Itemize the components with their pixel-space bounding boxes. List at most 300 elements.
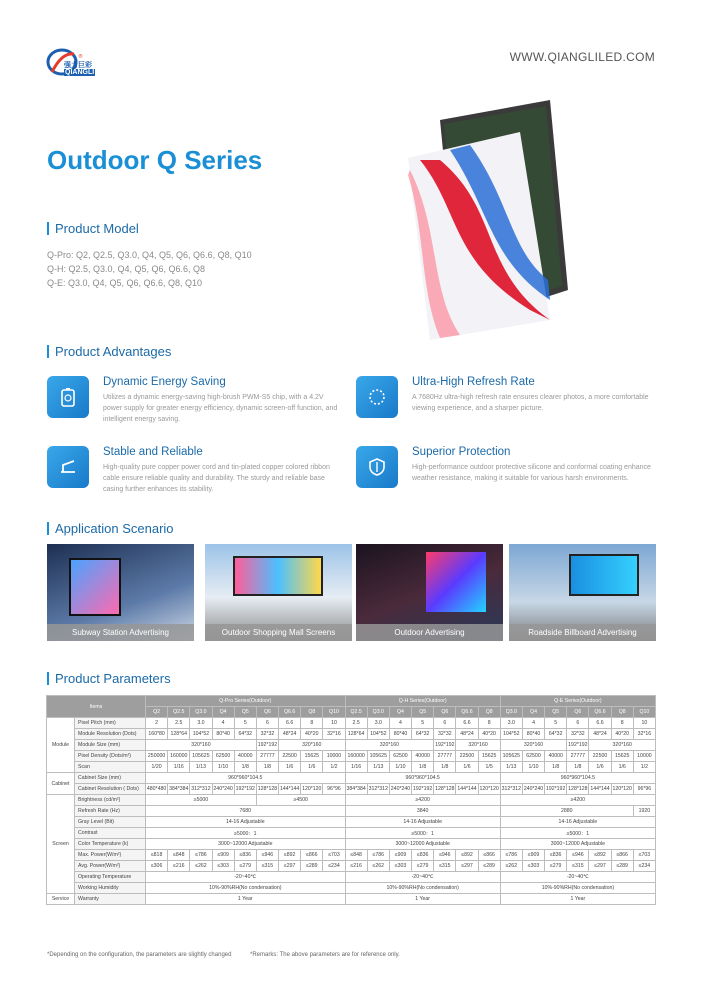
advantage-item [356, 446, 661, 488]
model-line-h: Q-H: Q2.5, Q3.0, Q4, Q5, Q6, Q6.6, Q8 [47, 264, 206, 274]
table-cell: 960*960*104.5 [146, 773, 346, 784]
table-cell: 8 [478, 718, 500, 729]
row-label: Brightness (cd/m²) [75, 795, 146, 806]
table-cell: ≤848 [345, 850, 367, 861]
table-cell: 1920 [633, 806, 655, 817]
table-cell: 64*32 [234, 729, 256, 740]
table-cell: 1/10 [522, 762, 544, 773]
table-cell: 8 [301, 718, 323, 729]
table-row [47, 784, 656, 795]
table-cell: 320*160 [345, 740, 434, 751]
led-panel-image [400, 100, 570, 340]
table-cell: 104*52 [500, 729, 522, 740]
table-cell: 960*960*104.5 [345, 773, 500, 784]
row-label: Refresh Rate (Hz) [75, 806, 146, 817]
model-header-cell: Q10 [633, 707, 655, 718]
table-cell: 192*192 [567, 740, 589, 751]
scenario-roadside [509, 544, 656, 641]
table-cell: 312*312 [190, 784, 212, 795]
series-header-h: Q-H Series(Outdoor) [345, 696, 500, 707]
table-cell: 6 [567, 718, 589, 729]
table-cell: ≤946 [256, 850, 278, 861]
logo-brand-text: QIANGLI [65, 69, 95, 76]
table-cell: 40*20 [301, 729, 323, 740]
table-row [47, 883, 656, 894]
table-cell: 10000 [323, 751, 345, 762]
table-row [47, 806, 656, 817]
table-cell: ≤315 [256, 861, 278, 872]
model-header-cell: Q5 [234, 707, 256, 718]
advantage-title: Stable and Reliable [103, 446, 203, 458]
table-cell: 2.5 [168, 718, 190, 729]
table-cell: ≤892 [589, 850, 611, 861]
table-cell: 7680 [146, 806, 346, 817]
advantage-desc: High-performance outdoor protective silicone and conformal coating enhance weather resistance, making it suitable for various harsh environments. [412, 464, 651, 482]
table-cell: ≤216 [345, 861, 367, 872]
table-cell: ≤303 [389, 861, 411, 872]
brand-logo [44, 44, 104, 80]
model-line-e: Q-E: Q3.0, Q4, Q5, Q6, Q6.6, Q8, Q10 [47, 278, 203, 288]
table-cell: 15625 [478, 751, 500, 762]
table-cell: ≤848 [168, 850, 190, 861]
table-cell: 120*120 [611, 784, 633, 795]
table-cell: ≤297 [589, 861, 611, 872]
table-cell: 10%-90%RH(No condensation) [345, 883, 500, 894]
table-cell: ≤786 [367, 850, 389, 861]
screen-image [69, 558, 121, 616]
table-cell: 250000 [146, 751, 168, 762]
table-cell: 1/6 [589, 762, 611, 773]
page-title: Outdoor Q Series [47, 145, 263, 175]
table-cell: 3.0 [367, 718, 389, 729]
table-cell: 1/13 [190, 762, 212, 773]
product-parameters-heading: Product Parameters [47, 671, 171, 686]
table-cell: 3840 [345, 806, 500, 817]
table-row [47, 817, 656, 828]
table-cell: ≤262 [190, 861, 212, 872]
table-row [47, 861, 656, 872]
group-module: Module [47, 718, 75, 773]
table-cell: 4 [389, 718, 411, 729]
table-cell: 320*160 [500, 740, 567, 751]
table-row [47, 762, 656, 773]
table-cell: 62500 [522, 751, 544, 762]
table-cell: 3000~12000 Adjustable [345, 839, 500, 850]
row-label: Avg. Power(W/m²) [75, 861, 146, 872]
advantage-desc: High-quality pure copper power cord and tin-plated copper colored ribbon cable ensure reliable quality and durability. The sturdy and reliable base casing further enhances its stability. [103, 464, 330, 493]
series-header-e: Q-E Series(Outdoor) [500, 696, 655, 707]
table-cell: 1/6 [611, 762, 633, 773]
table-cell: 80*40 [389, 729, 411, 740]
advantage-item [356, 376, 661, 418]
table-cell: ≤836 [545, 850, 567, 861]
table-cell: ≤909 [389, 850, 411, 861]
model-header-cell: Q5 [545, 707, 567, 718]
table-cell: -20~40℃ [146, 872, 346, 883]
table-cell: ≤303 [212, 861, 234, 872]
table-cell: 40000 [412, 751, 434, 762]
table-cell: 1/6 [279, 762, 301, 773]
advantage-title: Dynamic Energy Saving [103, 376, 226, 388]
table-cell: 1 Year [345, 894, 500, 905]
table-cell: 1/8 [412, 762, 434, 773]
table-cell: 6.6 [589, 718, 611, 729]
row-label: Color Temperature (k) [75, 839, 146, 850]
product-model-list [47, 248, 252, 290]
advantage-title: Superior Protection [412, 446, 511, 458]
table-cell: 6 [256, 718, 278, 729]
table-cell: 105625 [500, 751, 522, 762]
table-cell: 1/8 [234, 762, 256, 773]
model-header-cell: Q6 [256, 707, 278, 718]
refresh-icon [356, 376, 398, 418]
table-cell: 192*192 [256, 740, 278, 751]
table-cell: 192*192 [234, 784, 256, 795]
table-row [47, 740, 656, 751]
table-cell: 80*40 [212, 729, 234, 740]
table-cell: 2880 [500, 806, 633, 817]
table-cell: 48*24 [456, 729, 478, 740]
table-cell: 3000~12000 Adjustable [146, 839, 346, 850]
row-label: Warranty [75, 894, 146, 905]
advantage-desc: A 7680Hz ultra-high refresh rate ensures clearer photos, a more comfortable viewing experience, and a sharper picture. [412, 394, 649, 412]
table-cell: 64*32 [545, 729, 567, 740]
table-cell: 320*160 [589, 740, 656, 751]
table-cell: ≤703 [633, 850, 655, 861]
scenario-caption: Outdoor Shopping Mall Screens [205, 624, 352, 641]
advantage-desc: Utilizes a dynamic energy-saving high-brush PWM-S5 chip, with a 4.2V power supply for greater energy efficiency, dynamic screen-off function, and intelligent energy saving. [103, 394, 338, 423]
table-cell: ≤786 [190, 850, 212, 861]
model-header-cell: Q3.0 [500, 707, 522, 718]
model-header-cell: Q6.6 [456, 707, 478, 718]
table-cell: 27777 [256, 751, 278, 762]
table-cell: ≤866 [611, 850, 633, 861]
table-cell: 120*120 [301, 784, 323, 795]
table-cell: 1 Year [146, 894, 346, 905]
model-line-pro: Q-Pro: Q2, Q2.5, Q3.0, Q4, Q5, Q6, Q6.6, Q8, Q10 [47, 250, 252, 260]
model-header-cell: Q2.5 [168, 707, 190, 718]
table-cell: ≤892 [456, 850, 478, 861]
table-cell: ≤818 [146, 850, 168, 861]
table-cell: ≤836 [412, 850, 434, 861]
model-header-cell: Q4 [212, 707, 234, 718]
table-cell: -20~40℃ [345, 872, 500, 883]
table-cell: 320*160 [146, 740, 257, 751]
table-cell: 320*160 [279, 740, 346, 751]
advantage-item [47, 376, 347, 425]
table-cell: 96*96 [633, 784, 655, 795]
table-row [47, 795, 656, 806]
table-cell: ≤234 [323, 861, 345, 872]
table-cell: 480*480 [146, 784, 168, 795]
table-cell: ≤786 [500, 850, 522, 861]
table-cell: 128*128 [434, 784, 456, 795]
table-cell: 6.6 [279, 718, 301, 729]
table-cell: 27777 [434, 751, 456, 762]
table-row [47, 839, 656, 850]
table-cell: 14-16 Adjustable [345, 817, 500, 828]
table-cell: 312*312 [500, 784, 522, 795]
scenario-caption: Subway Station Advertising [47, 624, 194, 641]
svg-text:®: ® [78, 54, 83, 60]
table-cell: ≥5000：1 [345, 828, 500, 839]
table-cell: 32*16 [633, 729, 655, 740]
table-cell: 104*52 [367, 729, 389, 740]
group-screen: Screen [47, 795, 75, 894]
shield-icon [356, 446, 398, 488]
table-cell: 128*64 [168, 729, 190, 740]
table-cell: 22500 [456, 751, 478, 762]
table-cell: 144*144 [279, 784, 301, 795]
table-cell: ≤289 [301, 861, 323, 872]
table-cell: 22500 [279, 751, 301, 762]
model-header-cell: Q5 [412, 707, 434, 718]
parameters-table [46, 695, 656, 905]
table-cell: 320*160 [456, 740, 500, 751]
table-row [47, 828, 656, 839]
website-url[interactable]: WWW.QIANGLILED.COM [509, 50, 655, 64]
table-row [47, 850, 656, 861]
group-cabinet: Cabinet [47, 773, 75, 795]
table-cell: -20~40℃ [500, 872, 655, 883]
row-label: Operating Temperature [75, 872, 146, 883]
table-cell: 32*32 [434, 729, 456, 740]
table-row [47, 729, 656, 740]
model-header-cell: Q8 [478, 707, 500, 718]
table-cell: 15625 [301, 751, 323, 762]
table-cell: ≤909 [522, 850, 544, 861]
table-cell: 10000 [633, 751, 655, 762]
table-cell: ≤303 [522, 861, 544, 872]
table-cell: 1/8 [434, 762, 456, 773]
table-cell: 1 Year [500, 894, 655, 905]
row-label: Module Size (mm) [75, 740, 146, 751]
group-service: Service [47, 894, 75, 905]
table-cell: 128*64 [345, 729, 367, 740]
table-cell: ≤315 [567, 861, 589, 872]
table-cell: ≤216 [168, 861, 190, 872]
table-cell: 32*16 [323, 729, 345, 740]
table-cell: 240*240 [212, 784, 234, 795]
table-cell: 10 [323, 718, 345, 729]
table-row [47, 718, 656, 729]
table-cell: 1/13 [367, 762, 389, 773]
table-cell: 128*128 [567, 784, 589, 795]
table-cell: 1/6 [301, 762, 323, 773]
table-cell: ≤234 [633, 861, 655, 872]
row-label: Cabinet Resolution ( Dots) [75, 784, 146, 795]
table-cell: ≤315 [434, 861, 456, 872]
advantage-item [47, 446, 347, 495]
model-header-cell: Q6.6 [279, 707, 301, 718]
product-model-heading: Product Model [47, 221, 139, 236]
table-cell: 312*312 [367, 784, 389, 795]
table-cell: 1/10 [212, 762, 234, 773]
table-cell: ≥4200 [345, 795, 500, 806]
model-header-cell: Q6.6 [589, 707, 611, 718]
table-cell: 1/10 [389, 762, 411, 773]
scenario-outdoor [356, 544, 503, 641]
table-cell: 14-16 Adjustable [146, 817, 346, 828]
table-cell: 1/8 [256, 762, 278, 773]
table-cell: ≥5000：1 [146, 828, 346, 839]
row-label: Working Humidity [75, 883, 146, 894]
table-cell: 1/16 [345, 762, 367, 773]
model-header-cell: Q6 [434, 707, 456, 718]
model-header-cell: Q3.0 [190, 707, 212, 718]
table-cell: 8 [611, 718, 633, 729]
table-cell: 105625 [190, 751, 212, 762]
stand-icon [47, 446, 89, 488]
row-label: Module Resolution (Dots) [75, 729, 146, 740]
table-cell: 3.0 [500, 718, 522, 729]
table-cell: 160000 [168, 751, 190, 762]
table-cell: 240*240 [389, 784, 411, 795]
table-cell: 104*52 [190, 729, 212, 740]
table-cell: 240*240 [522, 784, 544, 795]
table-cell: 4 [212, 718, 234, 729]
table-cell: 27777 [567, 751, 589, 762]
model-header-cell: Q2.5 [345, 707, 367, 718]
logo-cn-text: 强力巨彩 [64, 62, 92, 69]
series-header-pro: Q-Pro Series(Outdoor) [146, 696, 346, 707]
table-row [47, 894, 656, 905]
table-cell: ≥5000：1 [500, 828, 655, 839]
table-cell: 5 [234, 718, 256, 729]
screen-image [569, 554, 639, 596]
table-cell: 80*40 [522, 729, 544, 740]
table-cell: 384*384 [168, 784, 190, 795]
model-header-cell: Q8 [301, 707, 323, 718]
scenario-subway [47, 544, 194, 641]
table-cell: ≤306 [146, 861, 168, 872]
table-cell: 5 [412, 718, 434, 729]
table-cell: 2 [146, 718, 168, 729]
table-cell: 1/16 [168, 762, 190, 773]
items-header: Items [47, 696, 146, 718]
model-header-cell: Q8 [611, 707, 633, 718]
product-advantages-heading: Product Advantages [47, 344, 171, 359]
screen-image [426, 552, 486, 612]
table-cell: 120*120 [478, 784, 500, 795]
table-row [47, 872, 656, 883]
table-cell: 1/13 [500, 762, 522, 773]
table-cell: ≤836 [234, 850, 256, 861]
table-cell: ≤946 [567, 850, 589, 861]
table-cell: 6.6 [456, 718, 478, 729]
table-cell: 4 [522, 718, 544, 729]
table-cell: ≥5000 [146, 795, 257, 806]
table-cell: 14-16 Adjustable [500, 817, 655, 828]
table-cell: ≤297 [456, 861, 478, 872]
row-label: Gray Level (Bit) [75, 817, 146, 828]
table-cell: 3.0 [190, 718, 212, 729]
row-label: Pixel Pitch (mm) [75, 718, 146, 729]
table-cell: 5 [545, 718, 567, 729]
table-cell: 40*20 [478, 729, 500, 740]
table-cell: ≤279 [234, 861, 256, 872]
advantage-title: Ultra-High Refresh Rate [412, 376, 535, 388]
table-cell: ≤866 [301, 850, 323, 861]
table-cell: 384*384 [345, 784, 367, 795]
table-cell: ≤297 [279, 861, 301, 872]
table-cell: 48*24 [589, 729, 611, 740]
table-cell: 1/20 [146, 762, 168, 773]
scenario-caption: Outdoor Advertising [356, 624, 503, 641]
table-row [47, 751, 656, 762]
table-cell: ≤892 [279, 850, 301, 861]
table-cell: ≤289 [478, 861, 500, 872]
table-cell: 128*128 [256, 784, 278, 795]
row-label: Scan [75, 762, 146, 773]
model-header-cell: Q10 [323, 707, 345, 718]
row-label: Cabinet Size (mm) [75, 773, 146, 784]
table-cell: ≤866 [478, 850, 500, 861]
table-cell: 192*192 [545, 784, 567, 795]
table-cell: ≤262 [367, 861, 389, 872]
table-cell: 2.5 [345, 718, 367, 729]
table-cell: 10%-90%RH(No condensation) [146, 883, 346, 894]
table-cell: 1/6 [456, 762, 478, 773]
table-cell: 192*192 [434, 740, 456, 751]
table-cell: 192*192 [412, 784, 434, 795]
table-cell: 48*24 [279, 729, 301, 740]
table-cell: ≤909 [212, 850, 234, 861]
table-cell: 1/2 [323, 762, 345, 773]
table-cell: 40000 [545, 751, 567, 762]
table-cell: 3000~12000 Adjustable [500, 839, 655, 850]
table-cell: 62500 [212, 751, 234, 762]
table-row [47, 773, 656, 784]
table-cell: 22500 [589, 751, 611, 762]
table-cell: 160*80 [146, 729, 168, 740]
table-cell: 32*32 [256, 729, 278, 740]
scenario-caption: Roadside Billboard Advertising [509, 624, 656, 641]
model-header-cell: Q3.0 [367, 707, 389, 718]
table-cell: 144*144 [589, 784, 611, 795]
table-cell: 96*96 [323, 784, 345, 795]
table-row [47, 696, 656, 707]
table-cell: 15625 [611, 751, 633, 762]
table-cell: 40*20 [611, 729, 633, 740]
table-cell: ≤279 [545, 861, 567, 872]
table-cell: ≤279 [412, 861, 434, 872]
table-cell: 960*960*104.5 [500, 773, 655, 784]
table-cell: 64*32 [412, 729, 434, 740]
table-cell: ≤946 [434, 850, 456, 861]
scenario-mall [205, 544, 352, 641]
table-cell: 10 [633, 718, 655, 729]
table-cell: ≥4200 [500, 795, 655, 806]
table-cell: 1/5 [478, 762, 500, 773]
table-cell: 160000 [345, 751, 367, 762]
row-label: Contrast [75, 828, 146, 839]
footnote-right: *Remarks: The above parameters are for reference only. [250, 952, 400, 958]
table-cell: ≤703 [323, 850, 345, 861]
row-label: Pixel Density (Dots/m²) [75, 751, 146, 762]
row-label: Max. Power(W/m²) [75, 850, 146, 861]
table-cell: 144*144 [456, 784, 478, 795]
table-cell: 1/2 [633, 762, 655, 773]
table-cell: 1/8 [545, 762, 567, 773]
table-cell: 32*32 [567, 729, 589, 740]
model-header-cell: Q4 [522, 707, 544, 718]
application-scenario-heading: Application Scenario [47, 521, 174, 536]
table-cell: 105625 [367, 751, 389, 762]
table-cell: 1/8 [567, 762, 589, 773]
parameters-table-wrap [46, 695, 656, 905]
table-cell: ≥4500 [256, 795, 345, 806]
